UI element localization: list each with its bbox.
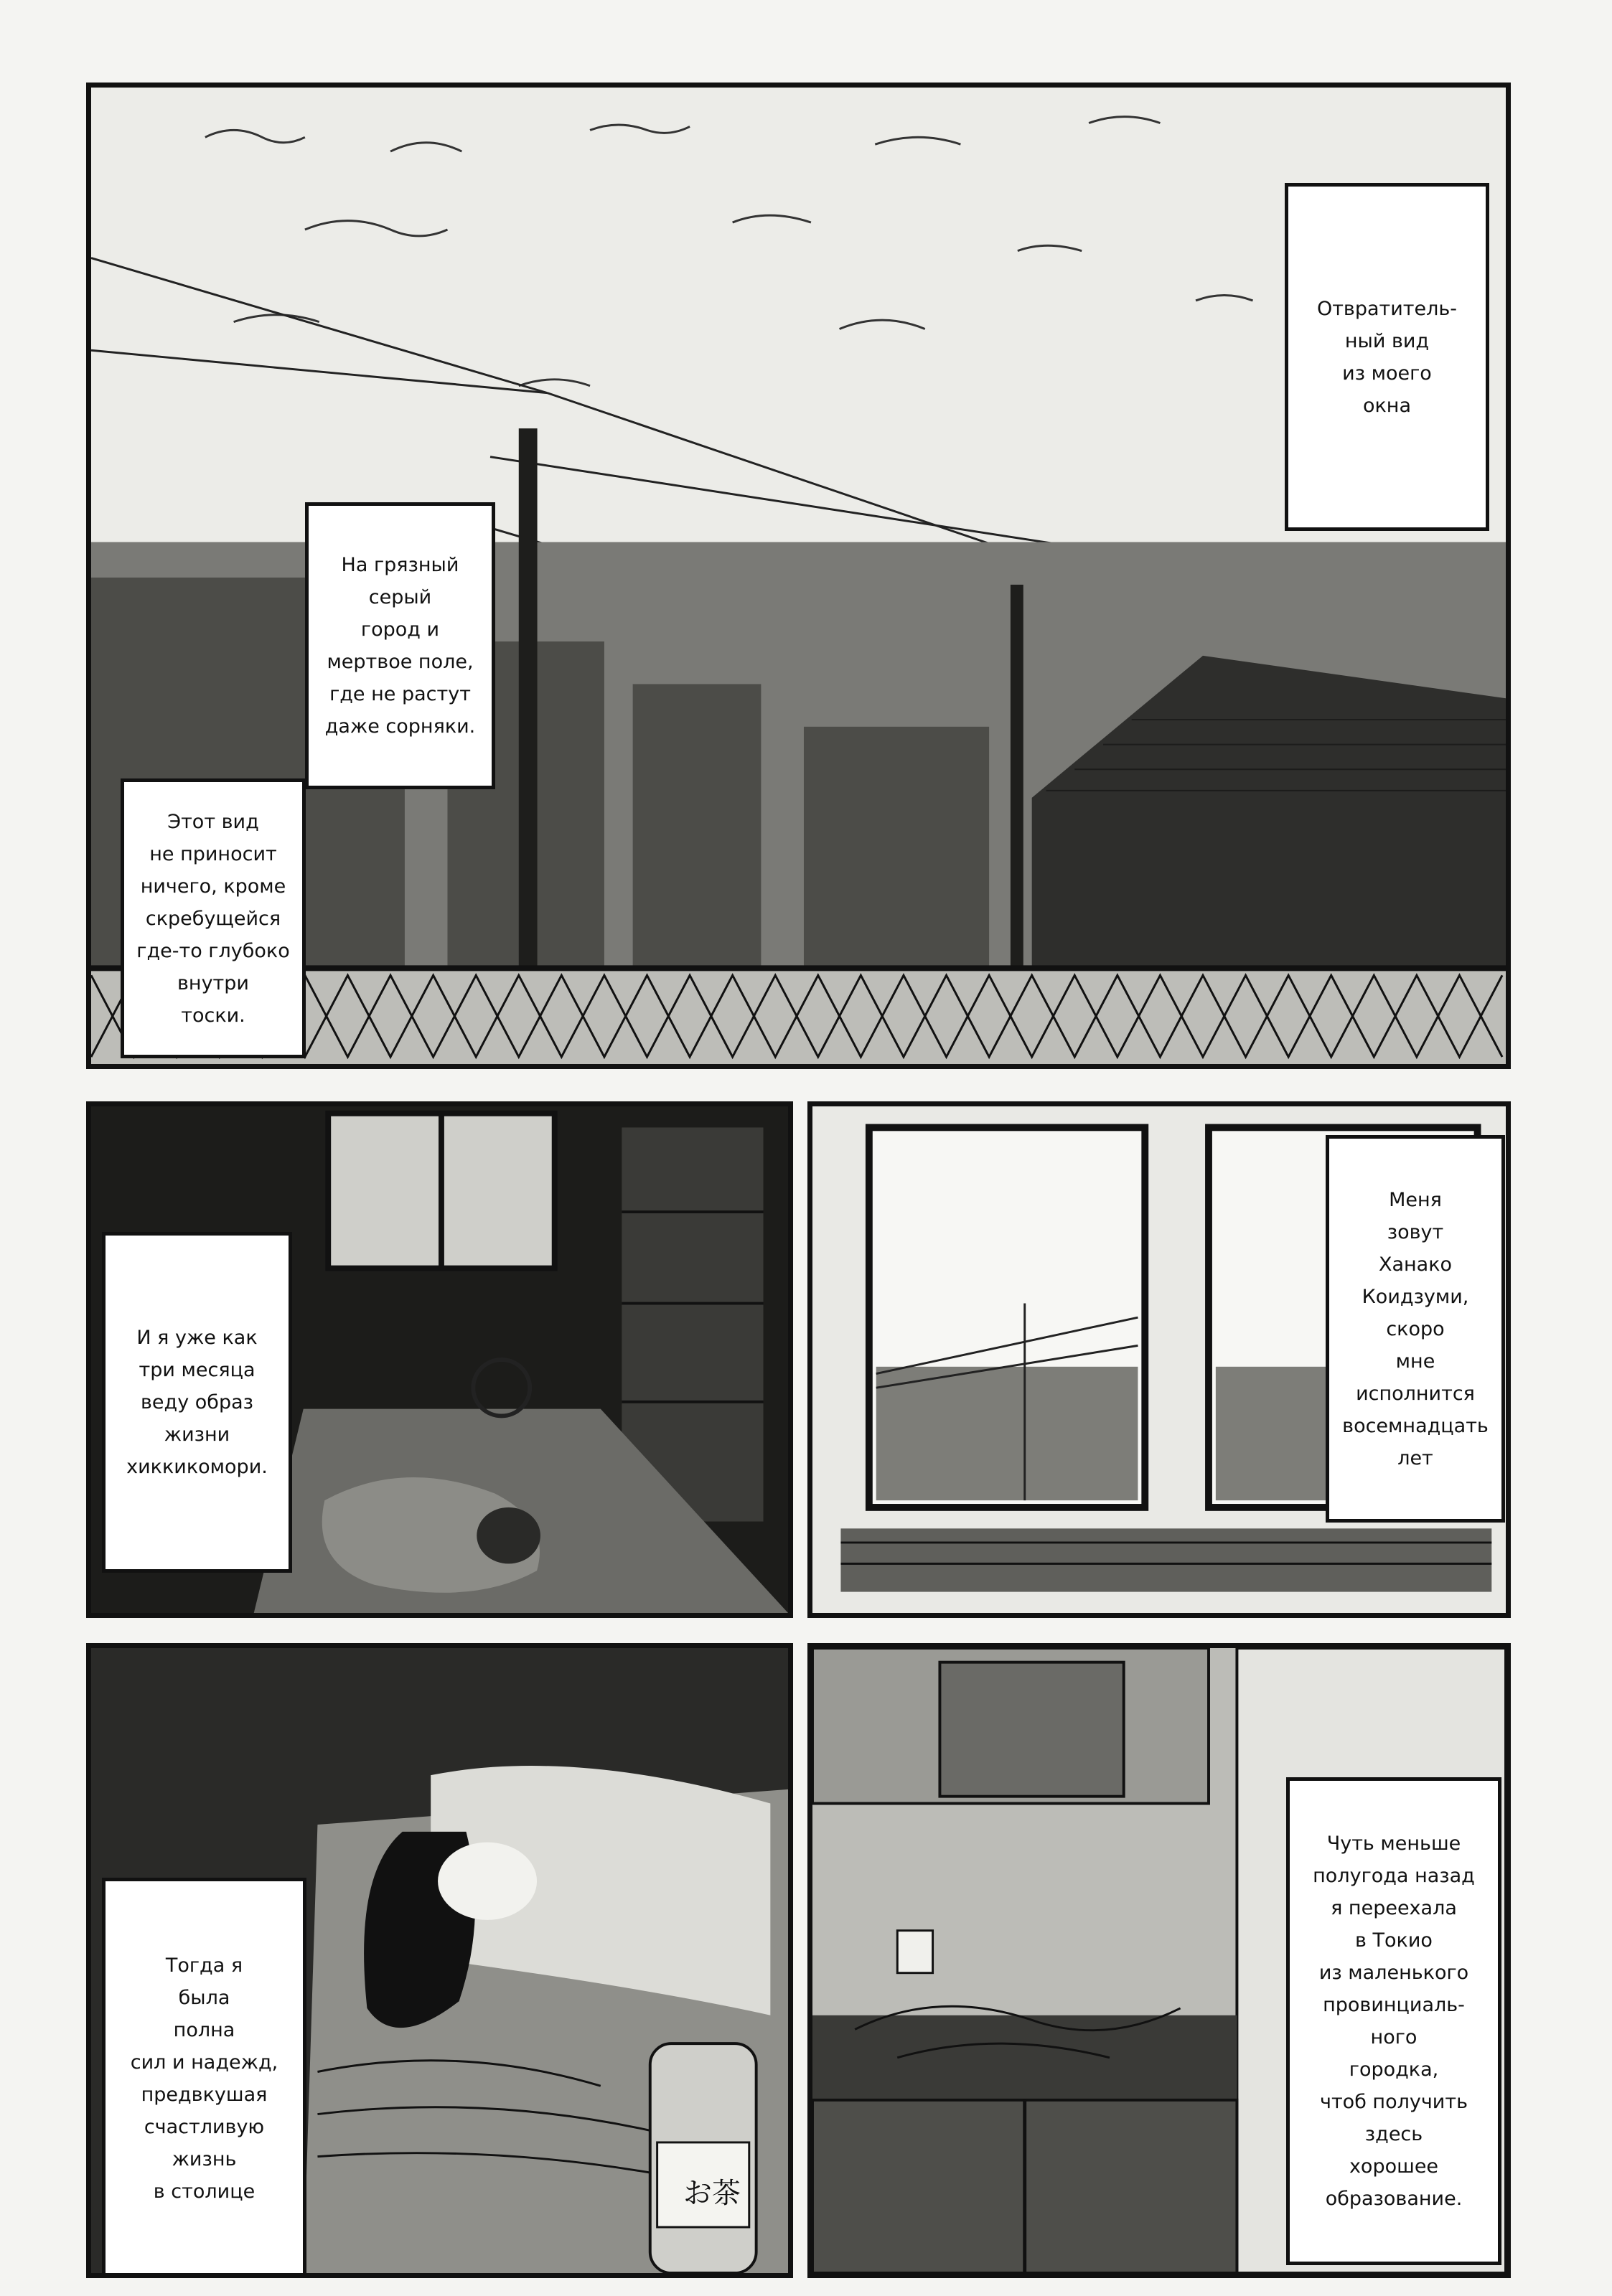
caption-grey-city: На грязный серый город и мертвое поле, где не растут даже сорняки. <box>305 502 495 789</box>
bottle-label: お茶 <box>683 2177 741 2210</box>
panel-kitchen <box>807 1643 1511 2278</box>
caption-tokyo: Чуть меньше полугода назад я переехала в Токио из маленького провинциаль- ного городка, чтоб получить здесь хорошее образование. <box>1286 1777 1501 2265</box>
panel-sleeping-girl <box>86 1643 793 2278</box>
caption-longing: Этот вид не приносит ничего, кроме скребущейся где-то глубоко внутри тоски. <box>121 778 306 1058</box>
panel-window <box>807 1101 1511 1618</box>
caption-name: Меня зовут Ханако Коидзуми, скоро мне исполнится восемнадцать лет <box>1326 1135 1505 1523</box>
panel-dark-room <box>86 1101 793 1618</box>
caption-window-view: Отвратитель- ный вид из моего окна <box>1285 183 1489 531</box>
caption-hope: Тогда я была полна сил и надежд, предвкушая счастливую жизнь в столице <box>102 1878 306 2278</box>
caption-hikikomori: И я уже как три месяца веду образ жизни хиккикомори. <box>102 1232 292 1573</box>
